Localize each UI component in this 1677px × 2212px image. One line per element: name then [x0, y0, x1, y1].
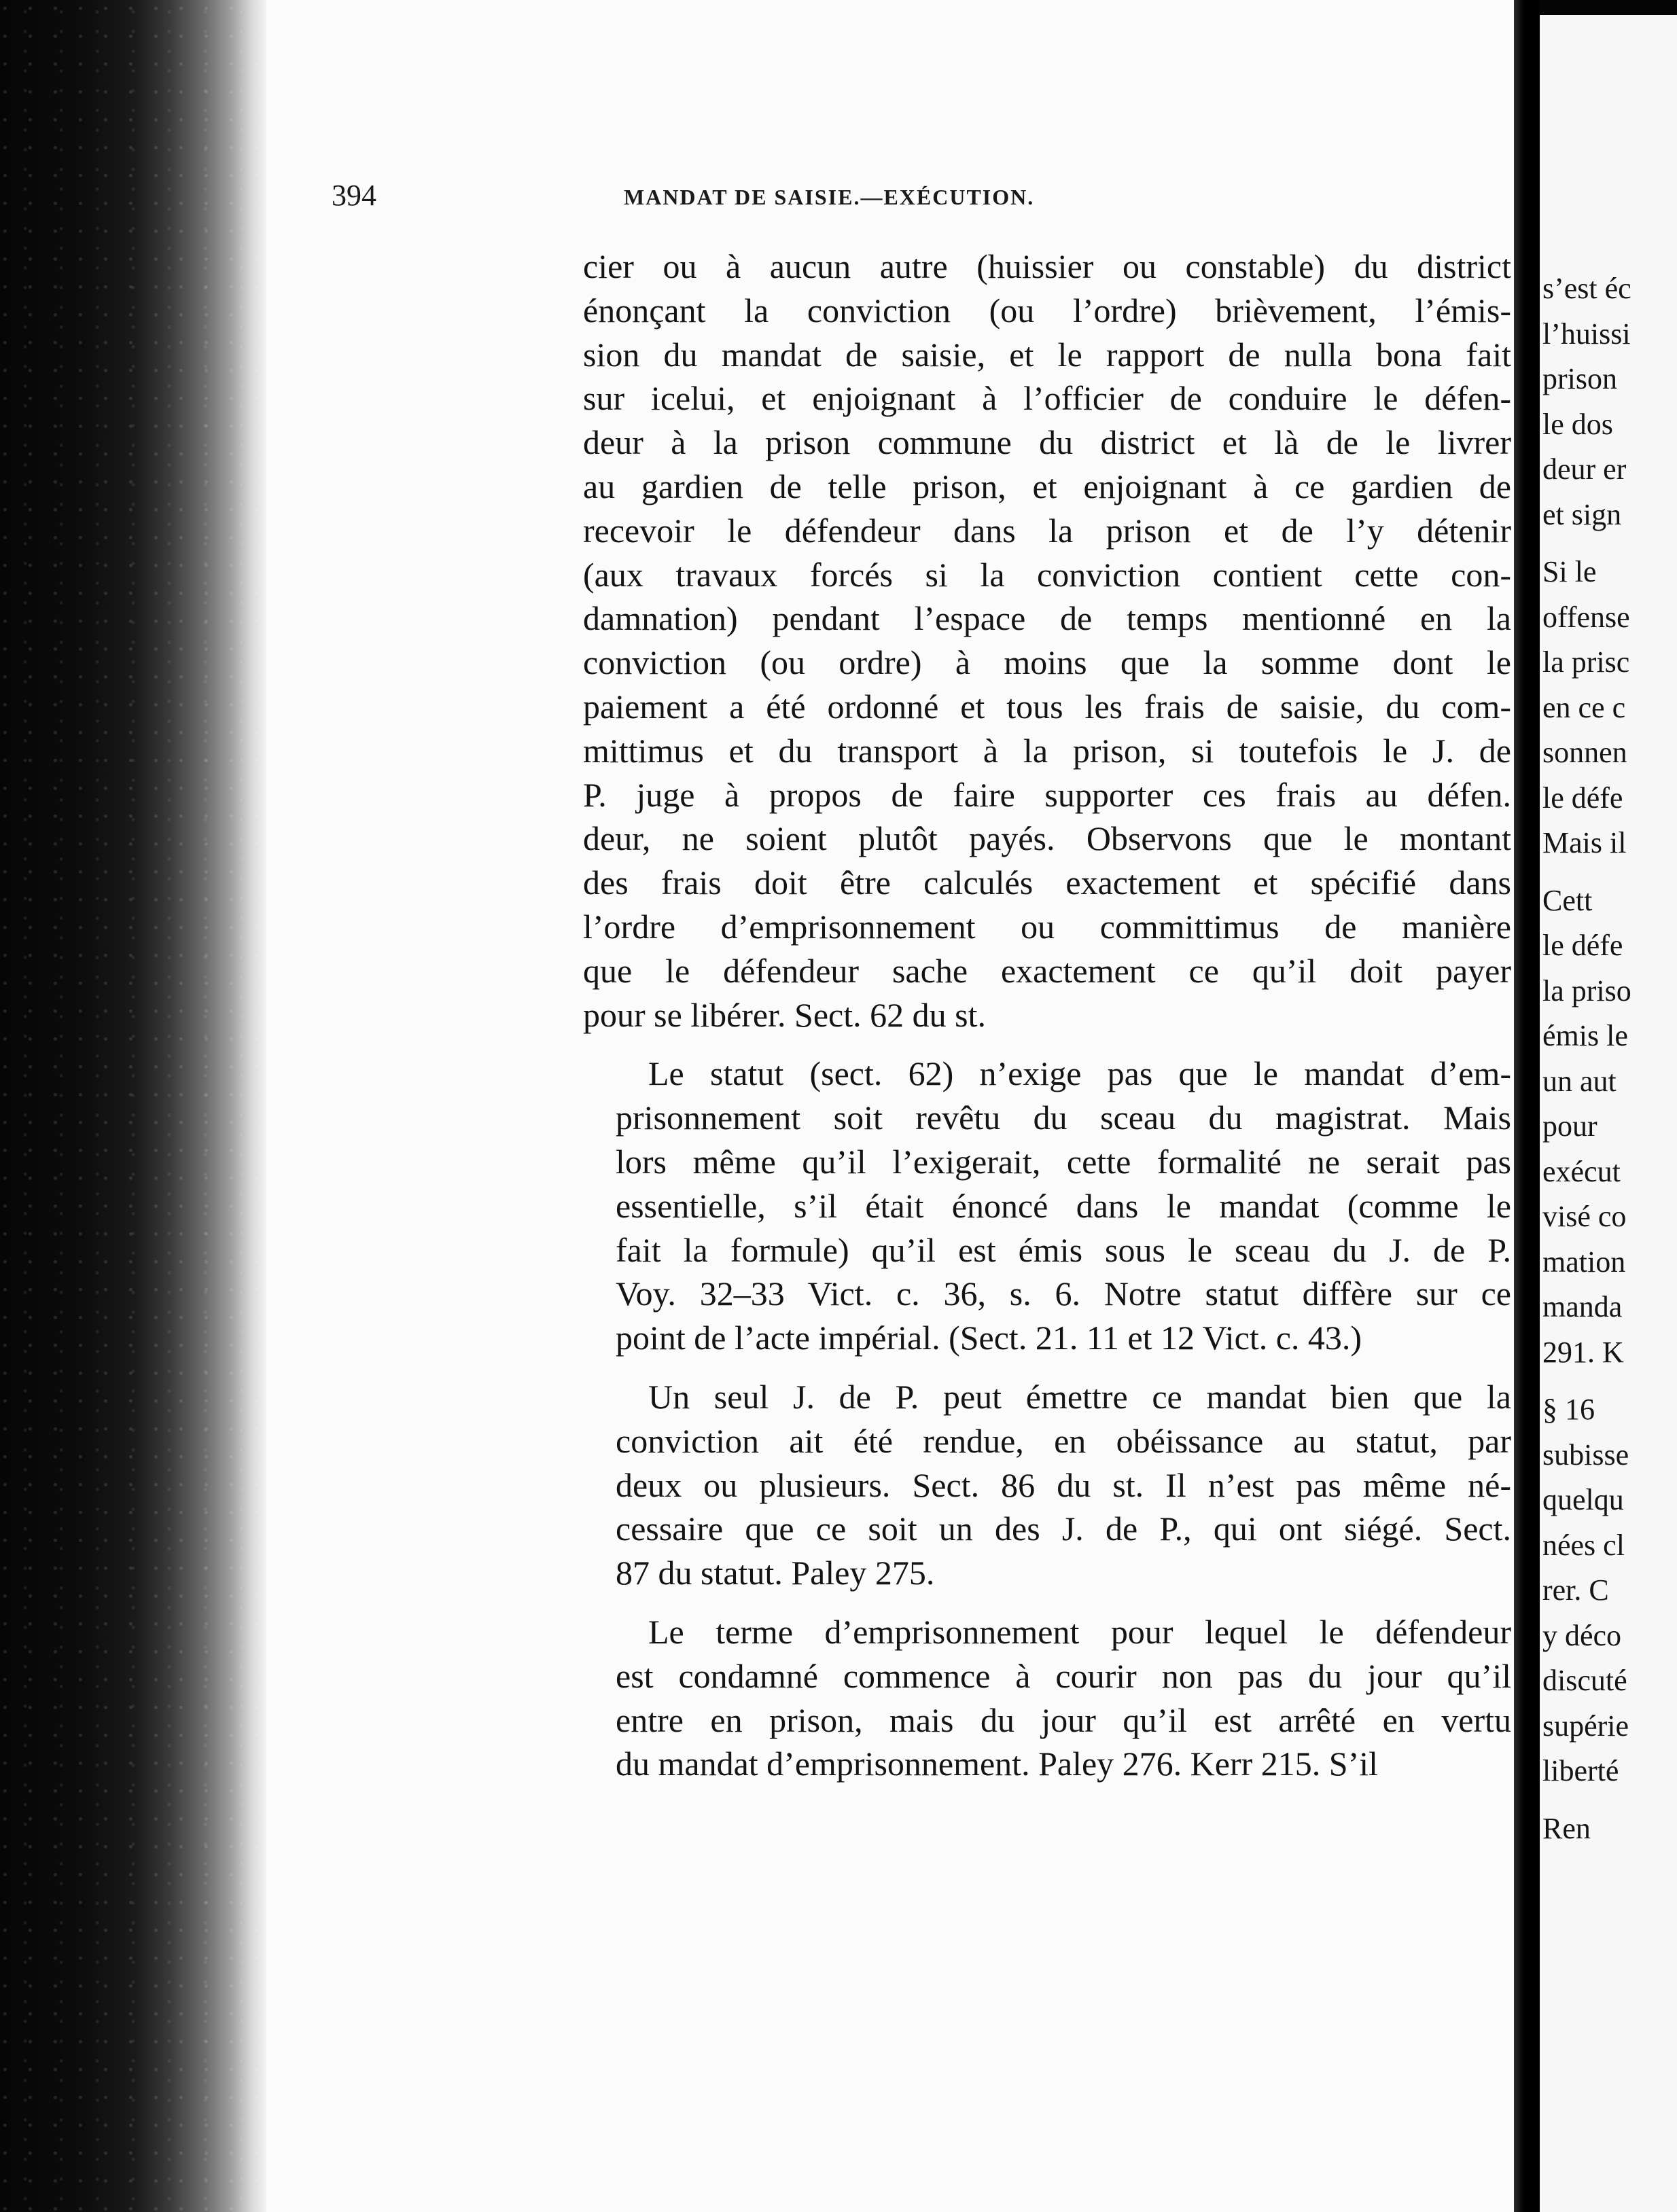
text-line: sur icelui, et enjoignant à l’officier de conduire le défen-	[583, 379, 1511, 418]
adjacent-text-fragment: offense	[1542, 600, 1630, 634]
adjacent-text-fragment: l’huissi	[1542, 317, 1631, 351]
adjacent-text-fragment: rer. C	[1542, 1573, 1609, 1607]
adjacent-page-top-edge	[1540, 0, 1677, 15]
adjacent-text-fragment: sonnen	[1542, 736, 1627, 769]
text-line: conviction (ou ordre) à moins que la somme dont le	[583, 643, 1511, 682]
text-line: point de l’acte impérial. (Sect. 21. 11 et 12 Vict. c. 43.)	[616, 1319, 1362, 1357]
adjacent-text-fragment: la priso	[1542, 974, 1631, 1007]
text-line: deur à la prison commune du district et là de le livrer	[583, 423, 1511, 462]
running-title: MANDAT DE SAISIE.—EXÉCUTION.	[624, 185, 1035, 209]
text-line: est condamné commence à courir non pas du jour qu’il	[616, 1656, 1511, 1695]
adjacent-text-fragment: § 16	[1542, 1393, 1595, 1426]
text-line: P. juge à propos de faire supporter ces frais au défen.	[583, 775, 1511, 814]
running-head	[332, 178, 1283, 226]
text-line: paiement a été ordonné et tous les frais de saisie, du com-	[583, 687, 1511, 726]
gutter-noise	[0, 0, 266, 2212]
text-line: damnation) pendant l’espace de temps mentionné en la	[583, 599, 1511, 638]
adjacent-text-fragment: deur er	[1542, 452, 1627, 486]
adjacent-text-fragment: Mais il	[1542, 826, 1627, 859]
adjacent-text-fragment: le défe	[1542, 781, 1623, 815]
text-line: 87 du statut. Paley 275.	[616, 1554, 935, 1592]
text-line: mittimus et du transport à la prison, si toutefois le J. de	[583, 731, 1511, 770]
text-line: du mandat d’emprisonnement. Paley 276. Kerr 215. S’il	[616, 1745, 1378, 1783]
adjacent-text-fragment: le défe	[1542, 929, 1623, 962]
text-line: (aux travaux forcés si la conviction contient cette con-	[583, 555, 1511, 594]
paragraph	[583, 245, 1511, 1037]
text-line: prisonnement soit revêtu du sceau du magistrat. Mais	[616, 1099, 1511, 1137]
adjacent-text-fragment: exécut	[1542, 1154, 1621, 1188]
text-line: Le terme d’emprisonnement pour lequel le défendeur	[648, 1612, 1511, 1651]
adjacent-text-fragment: la prisc	[1542, 645, 1630, 679]
adjacent-text-fragment: supérie	[1542, 1709, 1629, 1743]
adjacent-text-fragment: un aut	[1542, 1064, 1617, 1098]
text-line: énonçant la conviction (ou l’ordre) brièvement, l’émis-	[583, 291, 1511, 329]
adjacent-text-fragment: mation	[1542, 1245, 1626, 1279]
text-line: Le statut (sect. 62) n’exige pas que le mandat d’em-	[648, 1054, 1511, 1093]
page-number: 394	[332, 179, 376, 212]
text-line: au gardien de telle prison, et enjoignant à ce gardien de	[583, 467, 1511, 505]
adjacent-text-fragment: 291. K	[1542, 1335, 1624, 1369]
text-line: que le défendeur sache exactement ce qu’il doit payer	[583, 951, 1511, 990]
text-line: cessaire que ce soit un des J. de P., qui ont siégé. Sect.	[616, 1510, 1511, 1548]
adjacent-text-fragment: pour	[1542, 1109, 1597, 1143]
text-line: lors même qu’il l’exigerait, cette formalité ne serait pas	[616, 1142, 1511, 1181]
adjacent-text-fragment: manda	[1542, 1290, 1623, 1323]
text-line: deux ou plusieurs. Sect. 86 du st. Il n’est pas même né-	[616, 1465, 1511, 1504]
text-line: l’ordre d’emprisonnement ou committimus de manière	[583, 907, 1511, 946]
text-line: entre en prison, mais du jour qu’il est arrêté en vertu	[616, 1700, 1511, 1739]
adjacent-text-fragment: y déco	[1542, 1618, 1622, 1652]
adjacent-text-fragment: visé co	[1542, 1200, 1627, 1233]
text-line: fait la formule) qu’il est émis sous le sceau du J. de P.	[616, 1230, 1511, 1269]
text-line: conviction ait été rendue, en obéissance au statut, par	[616, 1421, 1511, 1460]
body-text	[583, 245, 1511, 1801]
text-line: pour se libérer. Sect. 62 du st.	[583, 995, 986, 1034]
adjacent-page-text	[1542, 266, 1631, 1851]
adjacent-text-fragment: et sign	[1542, 497, 1622, 531]
paragraph	[583, 1052, 1511, 1360]
adjacent-text-fragment: émis le	[1542, 1019, 1628, 1052]
adjacent-text-fragment: en ce c	[1542, 690, 1626, 724]
text-line: essentielle, s’il était énoncé dans le mandat (comme le	[616, 1186, 1511, 1225]
text-line: deur, ne soient plutôt payés. Observons que le montant	[583, 819, 1511, 858]
text-line: cier ou à aucun autre (huissier ou constable) du district	[583, 247, 1511, 285]
adjacent-text-fragment: Si le	[1542, 555, 1597, 588]
adjacent-text-fragment: nées cl	[1542, 1528, 1625, 1562]
text-line: Voy. 32–33 Vict. c. 36, s. 6. Notre statut diffère sur ce	[616, 1274, 1511, 1313]
adjacent-text-fragment: prison	[1542, 362, 1617, 395]
text-line: Un seul J. de P. peut émettre ce mandat bien que la	[648, 1377, 1511, 1416]
text-line: des frais doit être calculés exactement et spécifié dans	[583, 863, 1511, 902]
page-edge-shadow	[1514, 0, 1540, 2212]
adjacent-text-fragment: Ren	[1542, 1811, 1591, 1845]
adjacent-page	[1540, 0, 1677, 2212]
adjacent-text-fragment: le dos	[1542, 407, 1613, 441]
text-line: sion du mandat de saisie, et le rapport de nulla bona fait	[583, 335, 1511, 374]
adjacent-text-fragment: Cett	[1542, 883, 1593, 917]
adjacent-text-fragment: s’est éc	[1542, 272, 1631, 305]
adjacent-text-fragment: subisse	[1542, 1438, 1629, 1471]
text-line: recevoir le défendeur dans la prison et de l’y détenir	[583, 511, 1511, 550]
paragraph	[583, 1375, 1511, 1595]
paragraph	[583, 1610, 1511, 1786]
adjacent-text-fragment: discuté	[1542, 1664, 1627, 1697]
adjacent-text-fragment: liberté	[1542, 1754, 1619, 1787]
adjacent-text-fragment: quelqu	[1542, 1483, 1624, 1516]
